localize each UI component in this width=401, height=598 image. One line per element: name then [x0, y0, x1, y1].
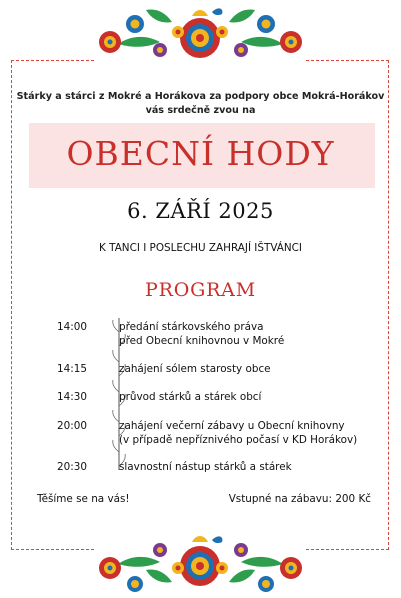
program-time: 14:30 — [57, 391, 87, 403]
program-time: 20:00 — [57, 420, 87, 432]
closing-greeting: Těšíme se na vás! — [37, 493, 130, 505]
folk-flower-ornament-icon — [0, 2, 401, 64]
event-date: 6. ZÁŘÍ 2025 — [127, 199, 274, 223]
program-description: předání stárkovského práva — [119, 321, 264, 333]
page-title: OBECNÍ HODY — [66, 134, 335, 173]
program-description-detail: (v případě nepříznivého počasí v KD Horákov) — [119, 434, 358, 446]
invitation-text — [0, 90, 401, 118]
program-time: 14:15 — [57, 363, 87, 375]
program-description: slavnostní nástup stárků a stárek — [119, 461, 292, 473]
invitation-line-2: vás srdečně zvou na — [145, 105, 256, 116]
invitation-line-1: Stárky a stárci z Mokré a Horákova za podpory obce Mokrá-Horákov — [16, 91, 385, 102]
program-heading: PROGRAM — [145, 279, 256, 301]
program-description: zahájení sólem starosty obce — [119, 363, 271, 375]
program-time: 14:00 — [57, 321, 87, 333]
music-info: K TANCI I POSLECHU ZAHRAJÍ IŠTVÁNCI — [99, 242, 302, 254]
program-description: zahájení večerní zábavy u Obecní knihovny — [119, 420, 345, 432]
entry-fee: Vstupné na zábavu: 200 Kč — [228, 493, 371, 505]
program-description-detail: před Obecní knihovnou v Mokré — [119, 335, 285, 347]
program-description: průvod stárků a stárek obcí — [119, 391, 262, 403]
program-time: 20:30 — [57, 461, 87, 473]
folk-flower-ornament-icon — [0, 528, 401, 594]
